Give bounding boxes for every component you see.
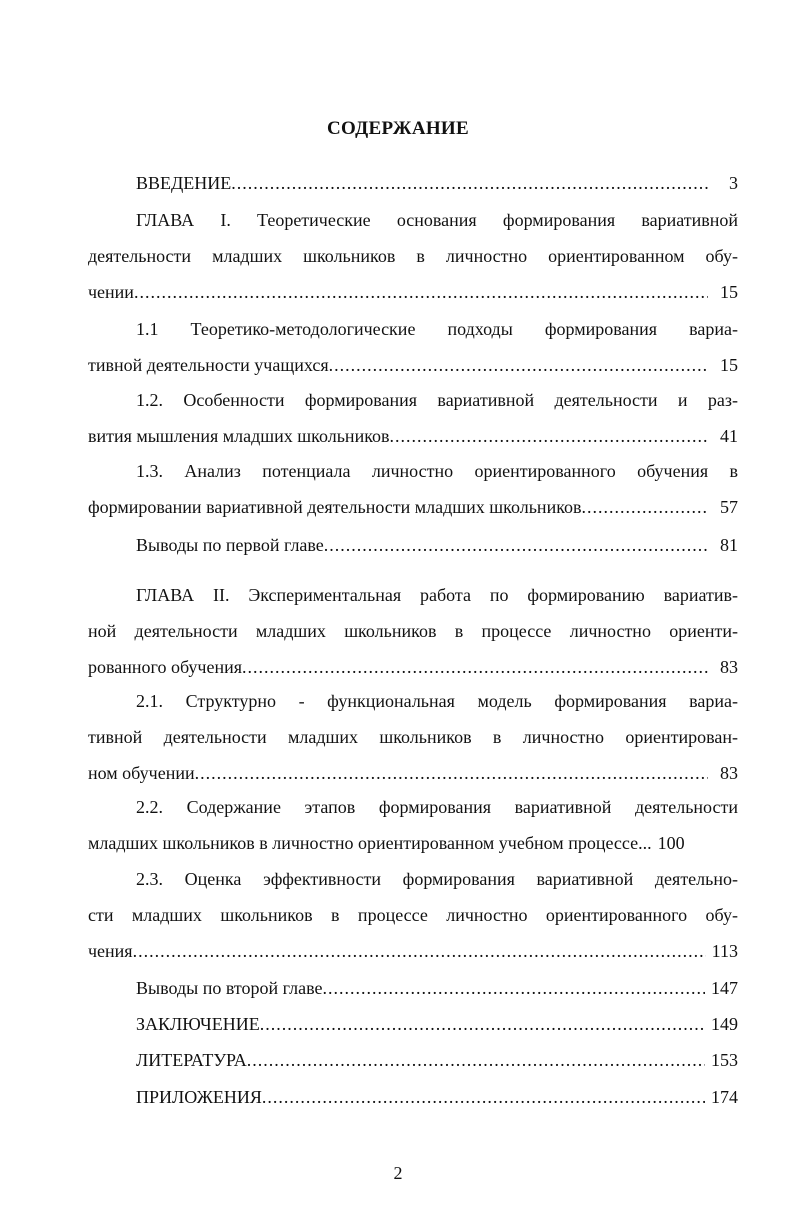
toc-entry-line: 2.2. Содержание этапов формирования вариативной деятельности	[136, 797, 738, 817]
toc-entry-conclusion[interactable]	[88, 1006, 738, 1042]
toc-entry-title: чения	[88, 941, 133, 961]
toc-entry-last-line	[88, 970, 738, 1006]
toc-entry-last-line	[88, 274, 738, 310]
toc-page-number: 83	[720, 657, 738, 677]
toc-page-number: 41	[720, 426, 738, 446]
toc-page-number: 153	[711, 1050, 738, 1070]
toc-entry-references[interactable]	[88, 1042, 738, 1078]
toc-entry-line: ГЛАВА II. Экспериментальная работа по формированию вариатив-	[136, 585, 738, 605]
toc-entry-section-1-3[interactable]	[88, 453, 738, 525]
toc-entry-section-1-2[interactable]	[88, 382, 738, 454]
toc-entry-line: деятельности младших школьников в личностно ориентированном обу-	[88, 246, 738, 266]
dot-leader	[133, 933, 706, 969]
toc-entry-line: 2.3. Оценка эффективности формирования вариативной деятельно-	[136, 869, 738, 889]
dot-leader	[260, 1006, 705, 1042]
dot-leader	[195, 755, 708, 791]
toc-page-number: 100	[657, 833, 685, 853]
dot-leader	[582, 489, 708, 525]
dot-leader	[329, 347, 708, 383]
toc-page-number: 15	[720, 355, 738, 375]
page-title: СОДЕРЖАНИЕ	[327, 118, 469, 139]
dot-leader	[247, 1042, 705, 1078]
toc-entry-last-line	[88, 1006, 738, 1042]
toc-entry-appendices[interactable]	[88, 1079, 738, 1115]
toc-entry-conclusions-chapter-1[interactable]	[88, 527, 738, 563]
toc-entry-title: чении	[88, 282, 134, 302]
toc-page-number: 57	[720, 497, 738, 517]
toc-entry-chapter-1[interactable]	[88, 202, 738, 310]
toc-page-number: 147	[711, 978, 738, 998]
toc-page-number: 15	[720, 282, 738, 302]
toc-entry-conclusions-chapter-2[interactable]	[88, 970, 738, 1006]
toc-entry-title: ЗАКЛЮЧЕНИЕ	[136, 1014, 260, 1034]
toc-entry-section-1-1[interactable]	[88, 311, 738, 383]
toc-entry-last-line	[88, 649, 738, 685]
toc-entry-title: ПРИЛОЖЕНИЯ	[136, 1087, 262, 1107]
toc-entry-last-line	[88, 1042, 738, 1078]
toc-entry-last-line	[88, 825, 738, 861]
page-number: 2	[393, 1163, 403, 1183]
toc-entry-chapter-2[interactable]	[88, 577, 738, 685]
toc-entry-title: тивной деятельности учащихся	[88, 355, 329, 375]
toc-entry-last-line	[88, 347, 738, 383]
toc-entry-last-line	[88, 418, 738, 454]
toc-entry-line: ной деятельности младших школьников в процессе личностно ориенти-	[88, 621, 738, 641]
toc-entry-line: 1.2. Особенности формирования вариативной деятельности и раз-	[136, 390, 738, 410]
dot-leader	[324, 527, 708, 563]
toc-entry-line: 1.1 Теоретико-методологические подходы формирования вариа-	[136, 319, 738, 339]
toc-entry-section-2-1[interactable]	[88, 683, 738, 791]
dot-leader	[390, 418, 708, 454]
toc-entry-title: Выводы по второй главе	[136, 978, 323, 998]
toc-page-number: 83	[720, 763, 738, 783]
toc-page-number: 3	[729, 173, 738, 193]
toc-entry-last-line	[88, 527, 738, 563]
toc-entry-section-2-2[interactable]	[88, 789, 738, 861]
toc-entry-last-line	[88, 165, 738, 201]
toc-entry-line: ГЛАВА I. Теоретические основания формирования вариативной	[136, 210, 738, 230]
toc-entry-title: формировании вариативной деятельности младших школьников	[88, 497, 582, 517]
toc-entry-section-2-3[interactable]	[88, 861, 738, 969]
toc-entry-last-line	[88, 933, 738, 969]
toc-entry-line: тивной деятельности младших школьников в личностно ориентирован-	[88, 727, 738, 747]
dot-leader	[322, 970, 705, 1006]
toc-entry-line: сти младших школьников в процессе личностно ориентированного обу-	[88, 905, 738, 925]
toc-entry-title: рованного обучения	[88, 657, 243, 677]
dot-leader	[242, 649, 708, 685]
toc-page-number: 113	[711, 941, 738, 961]
toc-entry-title: вития мышления младших школьников	[88, 426, 390, 446]
toc-page-number: 174	[711, 1087, 738, 1107]
toc-entry-line: 1.3. Анализ потенциала личностно ориентированного обучения в	[136, 461, 738, 481]
dot-leader	[134, 274, 708, 310]
toc-page-number: 149	[711, 1014, 738, 1034]
toc-entry-title: Выводы по первой главе	[136, 535, 324, 555]
toc-entry-introduction[interactable]	[88, 165, 738, 201]
toc-entry-title: ЛИТЕРАТУРА	[136, 1050, 247, 1070]
toc-entry-last-line	[88, 755, 738, 791]
toc-entry-title: младших школьников в личностно ориентированном учебном процессе...	[88, 833, 652, 853]
dot-leader	[231, 165, 708, 201]
toc-page-number: 81	[720, 535, 738, 555]
toc-entry-last-line	[88, 1079, 738, 1115]
toc-entry-line: 2.1. Структурно - функциональная модель формирования вариа-	[136, 691, 738, 711]
dot-leader	[262, 1079, 705, 1115]
toc-entry-title: ном обучении	[88, 763, 195, 783]
toc-entry-last-line	[88, 489, 738, 525]
toc-entry-title: ВВЕДЕНИЕ	[136, 173, 232, 193]
